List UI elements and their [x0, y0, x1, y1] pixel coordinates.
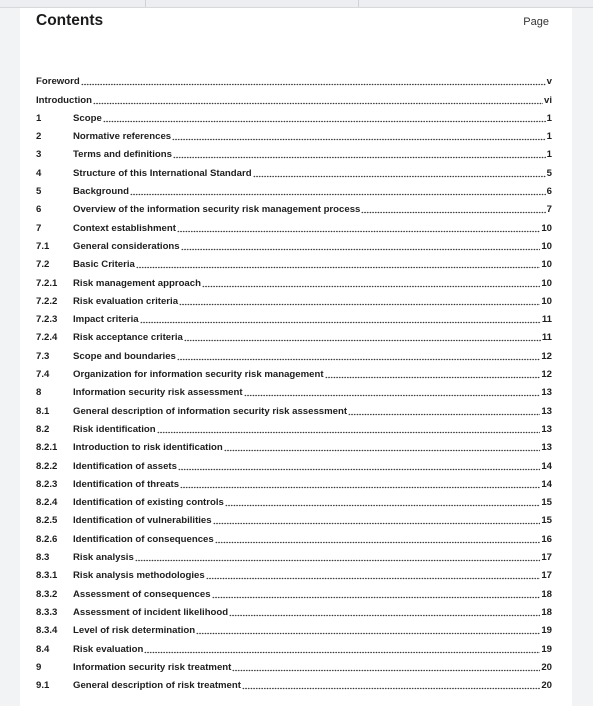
toc-entry[interactable] [36, 215, 552, 233]
dot-leader [177, 350, 540, 362]
toc-entry-title: Identification of vulnerabilities [73, 515, 212, 527]
toc-entry[interactable] [36, 563, 552, 581]
dot-leader [242, 679, 540, 691]
toc-entry[interactable] [36, 343, 552, 361]
dot-leader [206, 569, 541, 581]
contents-heading: Contents [36, 12, 104, 29]
toc-entry[interactable] [36, 179, 552, 197]
toc-entry-page: 5 [546, 167, 552, 179]
toc-entry-number: 7.2.2 [36, 295, 58, 307]
toc-entry-page: 19 [541, 643, 552, 655]
toc-entry-page: 12 [541, 369, 552, 381]
toc-entry-title: Identification of consequences [73, 533, 214, 545]
toc-entry-page: 19 [541, 625, 552, 637]
toc-entry-number: 4 [36, 167, 42, 179]
toc-entry[interactable] [36, 655, 552, 673]
toc-entry-page: 20 [541, 661, 552, 673]
dot-leader [348, 405, 540, 417]
toc-entry-number: 8.3.3 [36, 606, 58, 618]
toc-entry[interactable] [36, 142, 552, 160]
toc-entry-number: 8.3.4 [36, 625, 58, 637]
toc-entry-page: 13 [541, 423, 552, 435]
toc-entry-number: 7.1 [36, 240, 50, 252]
dot-leader [215, 533, 541, 545]
toc-entry-page: 15 [541, 515, 552, 527]
toc-entry-number: 8.2.4 [36, 497, 58, 509]
toc-entry-number: 8.2.6 [36, 533, 58, 545]
dot-leader [81, 75, 546, 87]
dot-leader [361, 203, 545, 215]
dot-leader [184, 331, 541, 343]
toc-entry-page: 1 [546, 149, 552, 161]
toc-entry-number: 8.3.2 [36, 588, 58, 600]
toc-entry-title: General considerations [73, 240, 180, 252]
toc-entry-title: Assessment of incident likelihood [73, 606, 229, 618]
toc-entry[interactable] [36, 325, 552, 343]
toc-entry[interactable] [36, 398, 552, 416]
document-page [20, 8, 572, 706]
toc-entry-page: 10 [541, 240, 552, 252]
toc-entry-number: 9 [36, 661, 42, 673]
toc-entry-title: Risk analysis [73, 552, 134, 564]
toc-entry[interactable] [36, 545, 552, 563]
toc-entry[interactable] [36, 270, 552, 288]
toc-entry-page: 1 [546, 131, 552, 143]
toc-entry-page: 1 [546, 112, 552, 124]
toc-entry-title: Normative references [73, 131, 172, 143]
toc-entry[interactable] [36, 124, 552, 142]
toc-entry[interactable] [36, 362, 552, 380]
toc-entry-title: Information security risk treatment [73, 661, 232, 673]
toc-entry-title: Risk identification [73, 423, 156, 435]
toc-entry-page: 17 [541, 570, 552, 582]
dot-leader [213, 514, 541, 526]
toc-entry-title: Impact criteria [73, 314, 139, 326]
dot-leader [212, 588, 541, 600]
toc-entry[interactable] [36, 490, 552, 508]
toc-entry-page: 13 [541, 387, 552, 399]
dot-leader [202, 277, 540, 289]
toc-entry-title: Scope and boundaries [73, 350, 176, 362]
toc-entry-page: 7 [546, 204, 552, 216]
toc-entry[interactable] [36, 526, 552, 544]
toc-entry-number: 5 [36, 186, 42, 198]
toc-entry[interactable] [36, 472, 552, 490]
dot-leader [325, 368, 541, 380]
dot-leader [130, 185, 546, 197]
viewer-top-bar [0, 0, 593, 8]
toc-entry-page: 11 [541, 314, 552, 326]
toc-entry-number: 8.2.2 [36, 460, 58, 472]
toc-entry-number: 8.1 [36, 405, 50, 417]
toc-entry[interactable] [36, 289, 552, 307]
dot-leader [140, 313, 541, 325]
toc-entry-title: Overview of the information security risk management process [73, 204, 361, 216]
toc-entry-number: 8 [36, 387, 42, 399]
toc-entry-page: 17 [541, 552, 552, 564]
toc-entry-number: 7.3 [36, 350, 50, 362]
toc-entry-number: 7.2.3 [36, 314, 58, 326]
toc-entry-page: 18 [541, 588, 552, 600]
toc-entry-title: Organization for information security risk management [73, 369, 324, 381]
toc-entry-title: Context establishment [73, 222, 176, 234]
toc-entry-number: 8.2.3 [36, 478, 58, 490]
toc-entry-page: 20 [541, 680, 552, 692]
toc-entry-title: Level of risk determination [73, 625, 196, 637]
toc-entry-page: 14 [541, 460, 552, 472]
toc-entry-page: 13 [541, 442, 552, 454]
toc-entry[interactable] [36, 234, 552, 252]
toc-entry[interactable] [36, 636, 552, 654]
toc-entry-number: 8.4 [36, 643, 50, 655]
page-column-label: Page [523, 16, 549, 28]
toc-entry[interactable] [36, 160, 552, 178]
toc-entry[interactable] [36, 673, 552, 691]
dot-leader [224, 441, 541, 453]
toc-entry-title: Identification of existing controls [73, 497, 224, 509]
toc-entry-number: 7 [36, 222, 42, 234]
toc-entry-title: Structure of this International Standard [73, 167, 252, 179]
toc-entry-page: 6 [546, 186, 552, 198]
toc-entry-number: 3 [36, 149, 42, 161]
toc-entry-title: Risk acceptance criteria [73, 332, 183, 344]
toc-entry[interactable] [36, 106, 552, 124]
toc-entry-title: Background [73, 186, 129, 198]
toc-entry-number: 8.2.5 [36, 515, 58, 527]
toc-entry-title: Terms and definitions [73, 149, 172, 161]
dot-leader [135, 551, 541, 563]
toc-entry[interactable] [36, 197, 552, 215]
dot-leader [196, 624, 540, 636]
toc-entry-title: Identification of threats [73, 478, 180, 490]
dot-leader [177, 222, 540, 234]
toc-entry-number: 7.4 [36, 369, 50, 381]
toc-entry[interactable] [36, 417, 552, 435]
dot-leader [181, 240, 541, 252]
toc-entry-title: Risk evaluation [73, 643, 144, 655]
toc-entry[interactable] [36, 252, 552, 270]
dot-leader [180, 478, 540, 490]
toc-entry-number: 8.2 [36, 423, 50, 435]
toc-entry-page: 10 [541, 259, 552, 271]
toc-entry-title: Scope [73, 112, 102, 124]
toc-entry-page: 10 [541, 222, 552, 234]
dot-leader [179, 295, 540, 307]
toc-entry[interactable] [36, 581, 552, 599]
toc-entry-number: 7.2.1 [36, 277, 58, 289]
toc-entry-number: 7.2.4 [36, 332, 58, 344]
toc-entry-title: Assessment of consequences [73, 588, 211, 600]
toc-entry[interactable] [36, 435, 552, 453]
toc-entry-page: v [546, 76, 552, 88]
toc-entry-title: Introduction to risk identification [73, 442, 223, 454]
dot-leader [244, 386, 541, 398]
toc-entry-page: 15 [541, 497, 552, 509]
dot-leader [232, 661, 540, 673]
dot-leader [93, 94, 543, 106]
toc-entry-title: Introduction [36, 94, 92, 106]
toc-entry-number: 6 [36, 204, 42, 216]
dot-leader [136, 258, 540, 270]
toc-entry-title: Basic Criteria [73, 259, 135, 271]
toc-entry-page: 18 [541, 606, 552, 618]
toc-entry[interactable] [36, 380, 552, 398]
toc-entry-number: 8.2.1 [36, 442, 58, 454]
toc-entry-title: Identification of assets [73, 460, 177, 472]
dot-leader [253, 167, 546, 179]
dot-leader [144, 643, 540, 655]
toc-entry[interactable] [36, 618, 552, 636]
toc-entry-number: 7.2 [36, 259, 50, 271]
toc-entry-page: 13 [541, 405, 552, 417]
toc-entry-number: 9.1 [36, 680, 50, 692]
toc-entry-title: Information security risk assessment [73, 387, 243, 399]
toc-entry-page: 10 [541, 277, 552, 289]
dot-leader [225, 496, 540, 508]
toolbar-separator [145, 0, 146, 7]
toc-entry-title: Risk management approach [73, 277, 201, 289]
toc-entry-page: 16 [541, 533, 552, 545]
toc-entry-title: Risk evaluation criteria [73, 295, 179, 307]
toc-entry-title: Risk analysis methodologies [73, 570, 205, 582]
toc-entry-page: 12 [541, 350, 552, 362]
dot-leader [229, 606, 540, 618]
toc-entry-number: 8.3.1 [36, 570, 58, 582]
dot-leader [103, 112, 546, 124]
toc-entry-page: 10 [541, 295, 552, 307]
toc-entry-number: 1 [36, 112, 42, 124]
dot-leader [172, 130, 546, 142]
toc-entry-title: General description of risk treatment [73, 680, 241, 692]
toc-entry[interactable] [36, 453, 552, 471]
toc-entry[interactable] [36, 307, 552, 325]
toc-entry-page: vi [543, 94, 552, 106]
toc-entry-number: 2 [36, 131, 42, 143]
toc-entry-title: General description of information security risk assessment [73, 405, 348, 417]
dot-leader [157, 423, 541, 435]
toc-entry-number: 8.3 [36, 552, 50, 564]
toc-entry-title: Foreword [36, 76, 80, 88]
toolbar-separator [358, 0, 359, 7]
toc-entry-page: 11 [541, 332, 552, 344]
dot-leader [178, 460, 540, 472]
table-of-contents [36, 69, 552, 691]
toc-entry[interactable] [36, 87, 552, 105]
toc-entry[interactable] [36, 69, 552, 87]
toc-entry[interactable] [36, 600, 552, 618]
toc-entry[interactable] [36, 508, 552, 526]
toc-entry-page: 14 [541, 478, 552, 490]
dot-leader [173, 148, 546, 160]
